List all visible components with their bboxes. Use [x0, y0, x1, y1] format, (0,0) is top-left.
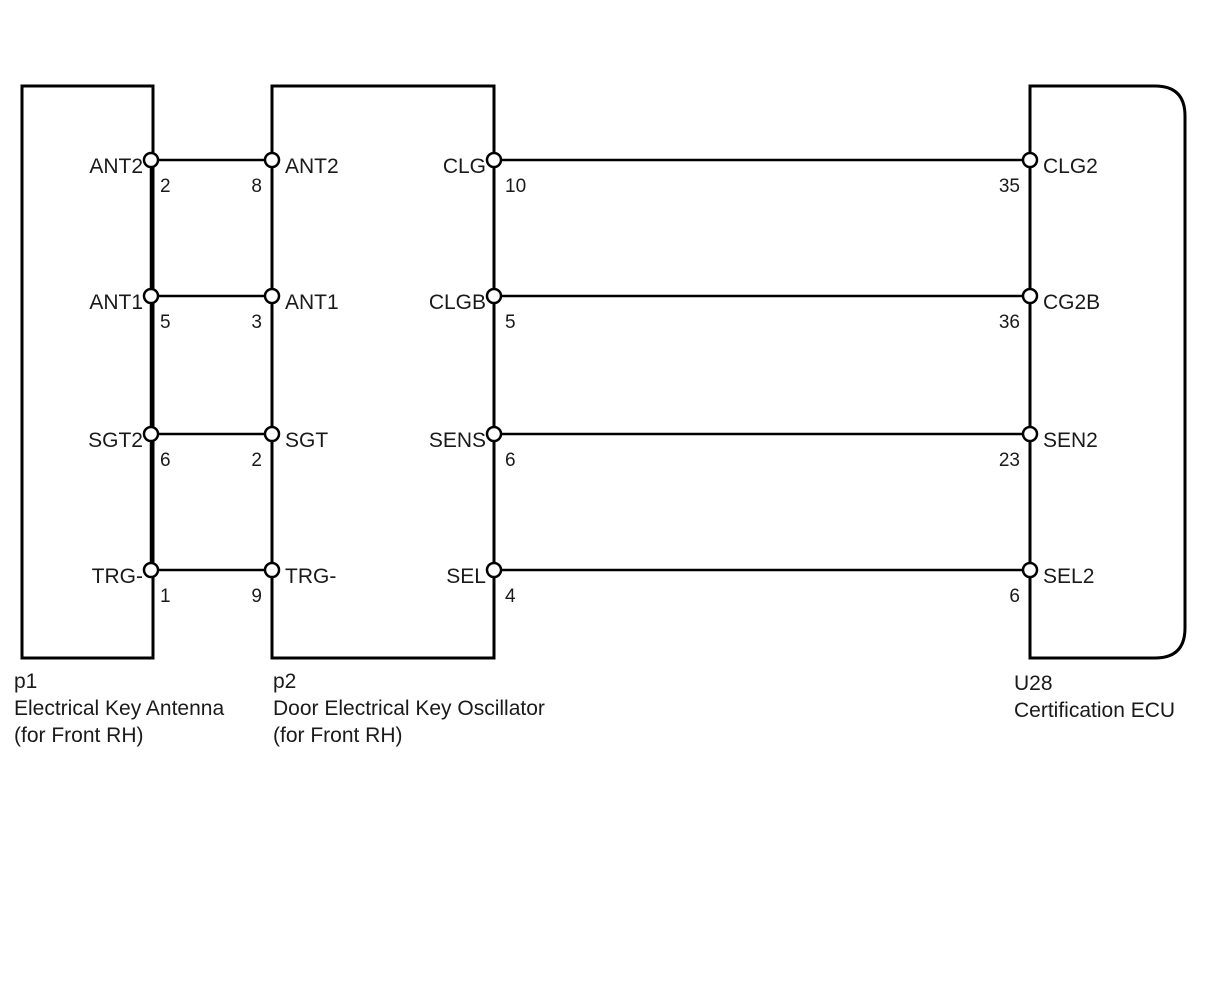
- terminal-p2-5: [487, 289, 501, 303]
- pin-number-p2-sel: 4: [505, 586, 516, 607]
- component-caption-p1: [14, 668, 224, 749]
- terminal-p2-10: [487, 153, 501, 167]
- terminal-p2-9: [265, 563, 279, 577]
- signal-label-p1-trg: TRG-: [91, 565, 143, 588]
- component-name-p2-line2: (for Front RH): [273, 724, 403, 747]
- pin-number-u28-sel2: 6: [1009, 586, 1020, 607]
- signal-label-p2-clgb: CLGB: [428, 291, 486, 314]
- terminal-p2-4: [487, 563, 501, 577]
- pin-number-p2-sgt: 2: [251, 450, 262, 471]
- component-caption-u28: [1014, 670, 1175, 724]
- signal-label-p1-ant1: ANT1: [89, 291, 143, 314]
- terminal-p2-2: [265, 427, 279, 441]
- pin-number-u28-sen2: 23: [998, 450, 1020, 471]
- pin-number-p1-ant2: 2: [160, 176, 171, 197]
- signal-label-p1-sgt2: SGT2: [88, 429, 143, 452]
- terminal-p1-1: [144, 563, 158, 577]
- signal-label-u28-sel2: SEL2: [1043, 565, 1095, 588]
- pin-number-p2-clg: 10: [505, 176, 527, 197]
- component-name-u28-line1: Certification ECU: [1014, 699, 1176, 722]
- terminal-p1-5: [144, 289, 158, 303]
- component-caption-p2: [273, 668, 545, 749]
- signal-label-p1-ant2: ANT2: [89, 155, 143, 178]
- pin-number-p2-sens: 6: [505, 450, 516, 471]
- component-name-p2-line1: Door Electrical Key Oscillator: [273, 697, 545, 720]
- signal-label-p2-ant2: ANT2: [285, 155, 339, 178]
- signal-label-u28-cg2b: CG2B: [1043, 291, 1101, 314]
- terminal-u28-36: [1023, 289, 1037, 303]
- pin-number-u28-cg2b: 36: [998, 312, 1020, 333]
- pin-number-p2-trg: 9: [251, 586, 262, 607]
- signal-label-u28-sen2: SEN2: [1043, 429, 1098, 452]
- terminal-u28-23: [1023, 427, 1037, 441]
- component-ref-u28: U28: [1014, 672, 1053, 695]
- terminal-u28-6: [1023, 563, 1037, 577]
- pin-number-p2-clgb: 5: [505, 312, 516, 333]
- pin-number-p1-ant1: 5: [160, 312, 171, 333]
- terminal-p1-2: [144, 153, 158, 167]
- terminal-u28-35: [1023, 153, 1037, 167]
- terminal-p1-6: [144, 427, 158, 441]
- component-name-p1-line2: (for Front RH): [14, 724, 144, 747]
- signal-label-p2-sgt: SGT: [285, 429, 329, 452]
- pin-number-p2-ant2: 8: [251, 176, 262, 197]
- signal-label-p2-sel: SEL: [446, 565, 486, 588]
- pin-number-p2-ant1: 3: [251, 312, 262, 333]
- signal-label-p2-sens: SENS: [428, 429, 486, 452]
- signal-label-p2-trg: TRG-: [285, 565, 337, 588]
- pin-number-p1-trg: 1: [160, 586, 171, 607]
- terminal-p2-6: [487, 427, 501, 441]
- pin-number-u28-clg2: 35: [998, 176, 1020, 197]
- signal-label-p2-clg: CLG: [442, 155, 486, 178]
- signal-label-u28-clg2: CLG2: [1043, 155, 1098, 178]
- terminal-p2-3: [265, 289, 279, 303]
- component-ref-p1: p1: [14, 670, 38, 693]
- component-ref-p2: p2: [273, 670, 297, 693]
- pin-number-p1-sgt2: 6: [160, 450, 171, 471]
- component-name-p1-line1: Electrical Key Antenna: [14, 697, 225, 720]
- terminal-p2-8: [265, 153, 279, 167]
- signal-label-p2-ant1: ANT1: [285, 291, 339, 314]
